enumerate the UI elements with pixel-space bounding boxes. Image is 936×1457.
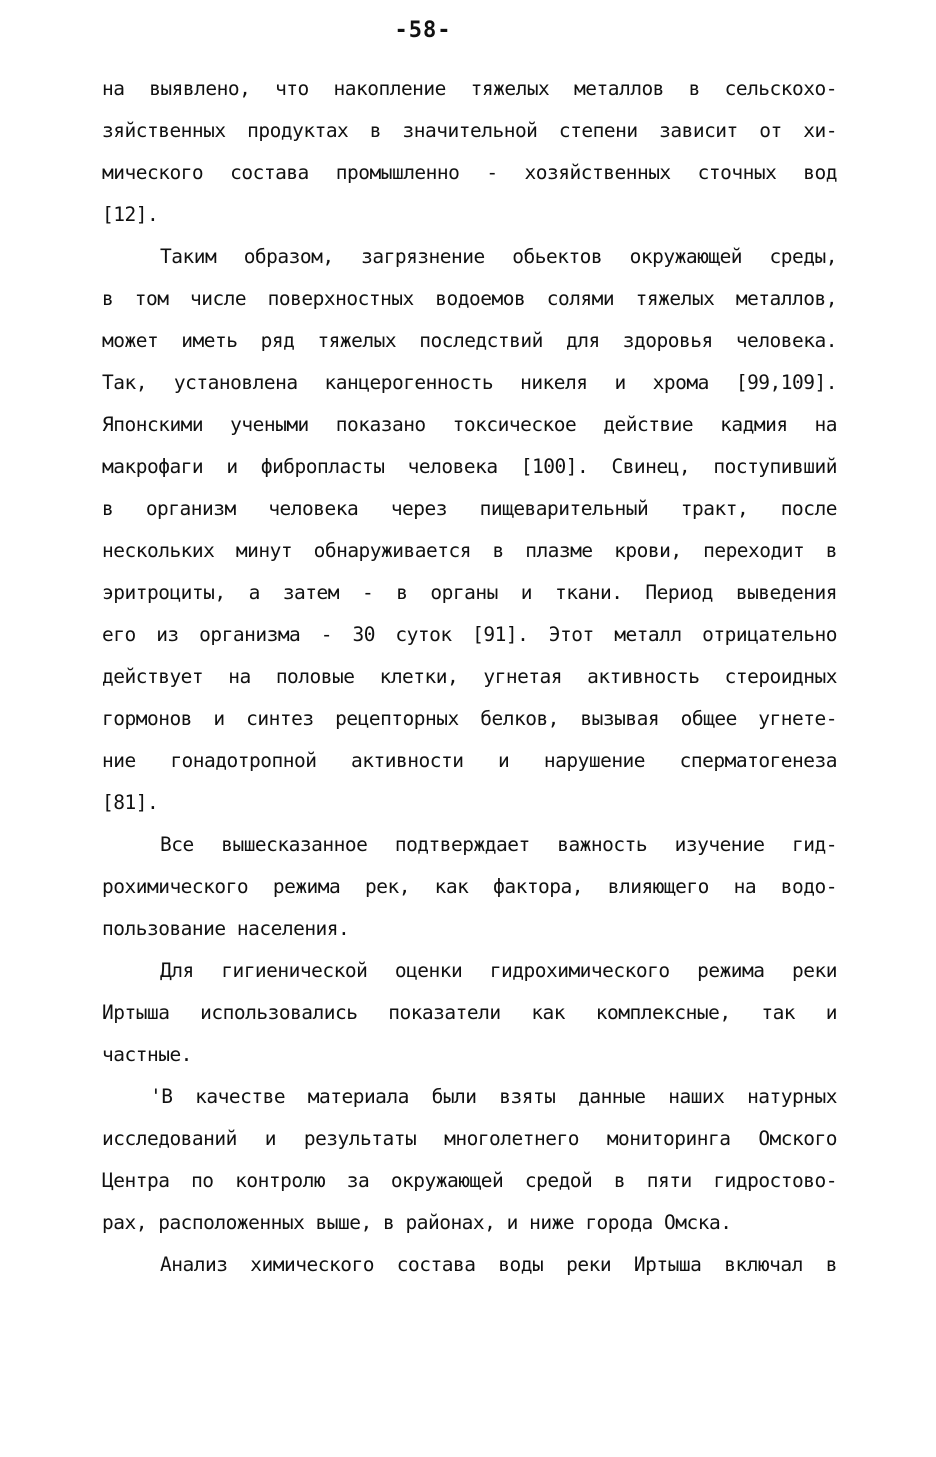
paragraph-first-line: Для гигиенической оценки гидрохимического режима реки (160, 959, 837, 982)
page-number: -58- (394, 18, 452, 43)
paragraph-first-line: Анализ химического состава воды реки Иртыша включал в (160, 1253, 837, 1276)
text-line: нескольких минут обнаруживается в плазме крови, переходит в (102, 539, 837, 562)
text-line: рах, расположенных выше, в районах, и ниже города Омска. (102, 1211, 732, 1234)
text-line: в том числе поверхностных водоемов солями тяжелых металлов, (102, 287, 837, 310)
paragraph-first-line: Все вышесказанное подтверждает важность изучение гид- (160, 833, 837, 856)
text-line: [12]. (102, 203, 159, 226)
text-line: мического состава промышленно - хозяйственных сточных вод (102, 161, 837, 184)
text-line: пользование населения. (102, 917, 350, 940)
text-line: действует на половые клетки, угнетая активность стероидных (102, 665, 837, 688)
text-line: ние гонадотропной активности и нарушение сперматогенеза (102, 749, 837, 772)
text-line: рохимического режима рек, как фактора, влияющего на водо- (102, 875, 837, 898)
text-line: Центра по контролю за окружающей средой в пяти гидростово- (102, 1169, 837, 1192)
text-line: его из организма - 30 суток [91]. Этот металл отрицательно (102, 623, 837, 646)
text-line: частные. (102, 1043, 192, 1066)
text-line: исследований и результаты многолетнего мониторинга Омского (102, 1127, 837, 1150)
text-line: зяйственных продуктах в значительной степени зависит от хи- (102, 119, 837, 142)
text-line: макрофаги и фибропласты человека [100]. Свинец, поступивший (102, 455, 837, 478)
paragraph-first-line: 'В качестве материала были взяты данные наших натурных (150, 1085, 837, 1108)
text-line: в организм человека через пищеварительный тракт, после (102, 497, 837, 520)
text-line: Иртыша использовались показатели как комплексные, так и (102, 1001, 837, 1024)
text-line: на выявлено, что накопление тяжелых металлов в сельскохо- (102, 77, 837, 100)
text-line: гормонов и синтез рецепторных белков, вызывая общее угнете- (102, 707, 837, 730)
body-text (102, 68, 837, 1286)
text-line: [81]. (102, 791, 159, 814)
text-line: Японскими учеными показано токсическое действие кадмия на (102, 413, 837, 436)
text-line: эритроциты, а затем - в органы и ткани. Период выведения (102, 581, 837, 604)
paragraph-first-line: Таким образом, загрязнение обьектов окружающей среды, (160, 245, 837, 268)
text-line: Так, установлена канцерогенность никеля и хрома [99,109]. (102, 371, 837, 394)
text-line: может иметь ряд тяжелых последствий для здоровья человека. (102, 329, 837, 352)
